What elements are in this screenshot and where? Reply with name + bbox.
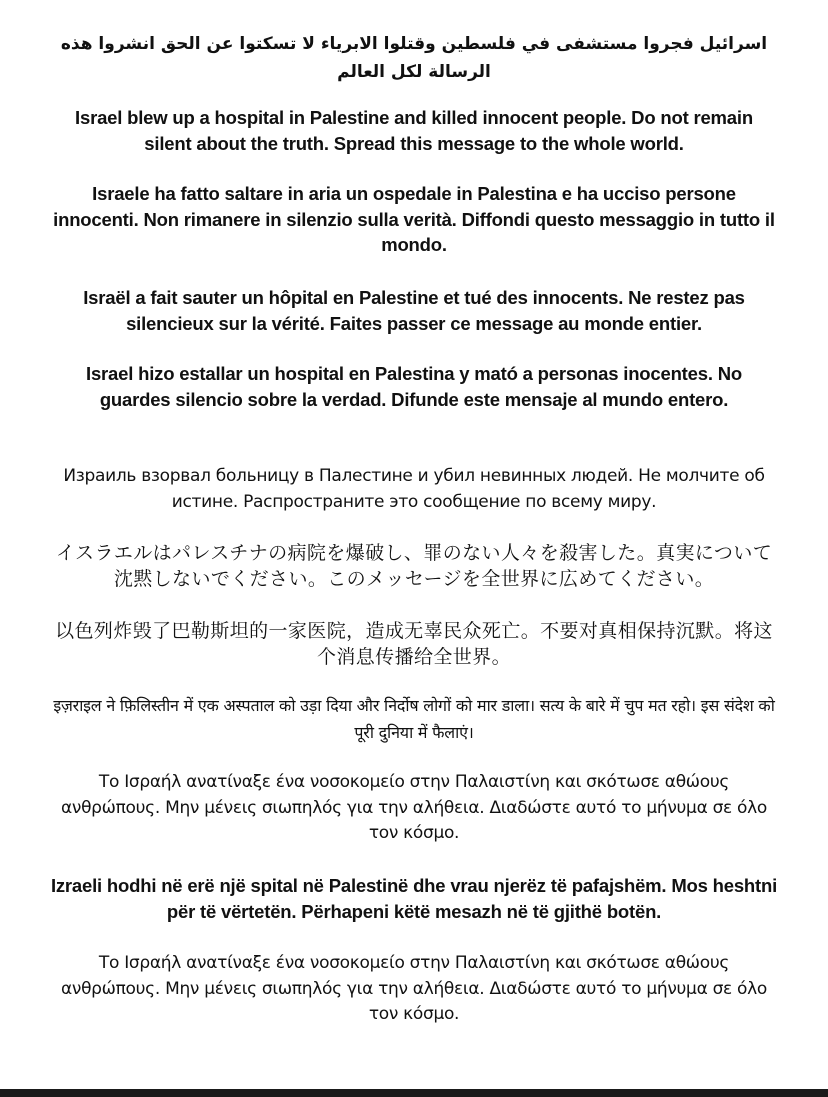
paragraph-greek-2: Το Ισραήλ ανατίναξε ένα νοσοκομείο στην Παλαιστίνη και σκότωσε αθώους ανθρώπους. Μην μένεις σιωπηλός για την αλήθεια. Διαδώστε αυτό το μήνυμα σε όλο τον κόσμο.: [60, 953, 768, 1024]
paragraph-spanish: Israel hizo estallar un hospital en Palestina y mató a personas inocentes. No guardes silencio sobre la verdad. Difunde este mensaje al mundo entero.: [86, 363, 742, 410]
paragraph-russian: Израиль взорвал больницу в Палестине и убил невинных людей. Не молчите об истине. Распространите это сообщение по всему миру.: [63, 466, 765, 512]
bottom-divider-bar: [0, 1089, 828, 1097]
paragraph-albanian: Izraeli hodhi në erë një spital në Palestinë dhe vrau njerëz të pafajshëm. Mos heshtni për të vërtetën. Përhapeni këtë mesazh në të gjithë botën.: [50, 875, 778, 922]
paragraph-arabic: اسرائيل فجروا مستشفى في فلسطين وقتلوا الابرياء لا تسكتوا عن الحق انشروا هذه الرسالة لكل العالم: [60, 34, 768, 82]
paragraph-english: Israel blew up a hospital in Palestine and killed innocent people. Do not remain silent about the truth. Spread this message to the whole world.: [75, 107, 753, 154]
paragraph-french: Israël a fait sauter un hôpital en Palestine et tué des innocents. Ne restez pas silencieux sur la vérité. Faites passer ce message au monde entier.: [83, 287, 745, 334]
paragraph-greek-1: Το Ισραήλ ανατίναξε ένα νοσοκομείο στην Παλαιστίνη και σκότωσε αθώους ανθρώπους. Μην μένεις σιωπηλός για την αλήθεια. Διαδώστε αυτό το μήνυμα σε όλο τον κόσμο.: [60, 772, 768, 843]
paragraph-italian: Israele ha fatto saltare in aria un ospedale in Palestina e ha ucciso persone innocenti. Non rimanere in silenzio sulla verità. Diffondi questo messaggio in tutto il mondo.: [53, 183, 775, 255]
paragraph-chinese: 以色列炸毁了巴勒斯坦的一家医院，造成无辜民众死亡。不要对真相保持沉默。将这个消息传播给全世界。: [55, 620, 773, 668]
paragraph-japanese: イスラエルはパレスチナの病院を爆破し、罪のない人々を殺害した。真実について沈黙しないでください。このメッセージを全世界に広めてください。: [55, 542, 773, 590]
paragraph-hindi: इज़राइल ने फ़िलिस्तीन में एक अस्पताल को उड़ा दिया और निर्दोष लोगों को मार डाला। सत्य के बारे में चुप मत रहो। इस संदेश को पूरी दुनिया में फैलाएं।: [53, 696, 775, 742]
